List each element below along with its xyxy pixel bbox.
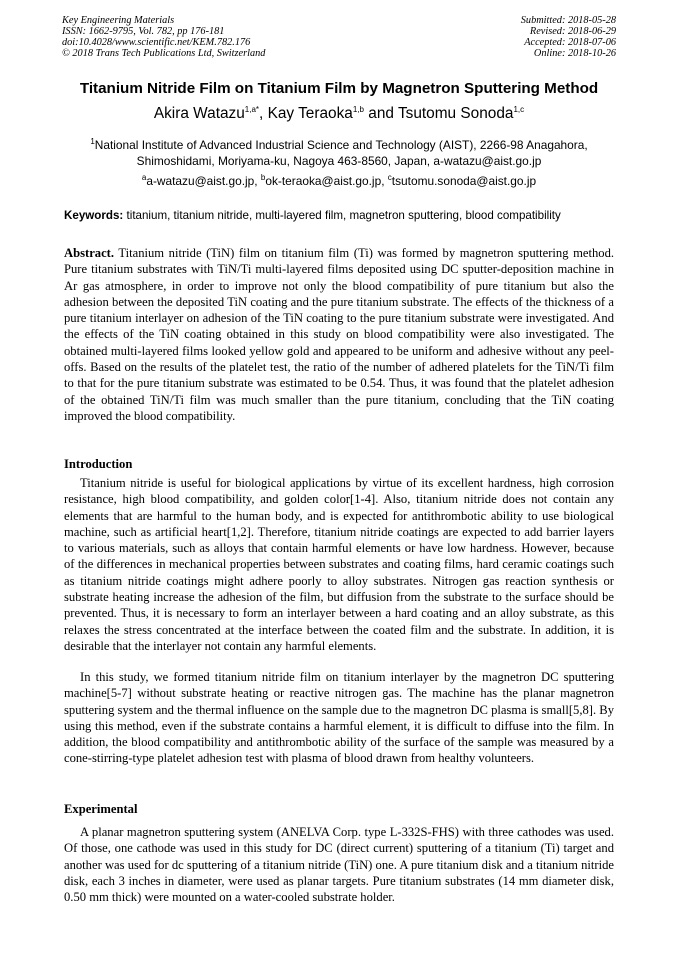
- abstract-label: Abstract.: [64, 246, 115, 260]
- author-name: Tsutomu Sonoda: [397, 105, 514, 122]
- publication-dates: [521, 15, 616, 59]
- doi: doi:10.4028/www.scientific.net/KEM.782.176: [62, 37, 251, 48]
- author-superscript: 1,a*: [244, 104, 260, 114]
- copyright: © 2018 Trans Tech Publications Ltd, Switzerland: [62, 48, 266, 59]
- email-separator: ,: [254, 174, 261, 188]
- keywords-text: titanium, titanium nitride, multi-layered film, magnetron sputtering, blood compatibility: [126, 209, 561, 222]
- affiliation-superscript: 1: [90, 137, 95, 147]
- email-superscript: b: [260, 173, 266, 183]
- date-online: Online: 2018-10-26: [533, 48, 616, 59]
- affiliation-text: National Institute of Advanced Industrial Science and Technology (AIST), 2266-98 Anagahora,: [94, 138, 588, 152]
- journal-name: Key Engineering Materials: [62, 15, 175, 26]
- email-superscript: c: [387, 173, 392, 183]
- author-name: Akira Watazu: [153, 105, 245, 122]
- introduction-paragraph-1: Titanium nitride is useful for biological applications by virtue of its excellent hardness, high corrosion resistance, high blood compatibility, and golden color[1-4]. Also, titanium nitride does not contain any elements that are harmful to the human body, and is expected for antithrombotic ability to use biological machine, such as artificial heart[1,2]. Therefore, titanium nitride coatings are expected to add barrier layers to various materials, such as alloys that contain harmful elements or have low hardness. However, because of the differences in mechanical properties between substrates and coating films, hard ceramic coatings such as titanium nitride coatings might adhere poorly to alloy substrates. Nitrogen gas reaction synthesis or substrate heating increase the adhesion of the film, but diffusion from the substrate to the surface should be prevented. Thus, it is necessary to form an interlayer between a hard coating and an alloy substrate, as this relaxes the stress concentrated at the interface between the coated film and the substrate. In addition, it is desirable that the interlayer not contain any harmful elements.: [64, 476, 614, 653]
- date-submitted: Submitted: 2018-05-28: [520, 15, 616, 26]
- affiliation-line-2: Shimoshidami, Moriyama-ku, Nagoya 463-8560, Japan, a-watazu@aist.go.jp: [136, 154, 542, 168]
- author-separator: and: [364, 105, 398, 122]
- paper-title: Titanium Nitride Film on Titanium Film by Magnetron Sputtering Method: [79, 80, 599, 97]
- affiliation-line-1: [0, 137, 678, 153]
- author-list: [0, 104, 678, 123]
- date-accepted: Accepted: 2018-07-06: [524, 37, 616, 48]
- email-address[interactable]: tsutomu.sonoda@aist.go.jp: [391, 174, 537, 188]
- keywords: [64, 208, 624, 223]
- journal-info: [62, 15, 265, 59]
- section-heading-introduction: Introduction: [64, 457, 133, 471]
- abstract-text: Titanium nitride (TiN) film on titanium film (Ti) was formed by magnetron sputtering method. Pure titanium substrates with TiN/Ti multi-layered films deposited using DC sputter-deposition machine in Ar gas atmosphere, in order to improve not only the blood compatibility of pure titanium but also the adhesion between the deposited TiN coating and the pure titanium substrate. The effects of the thickness of a pure titanium interlayer on adhesion of the TiN coating to the pure titanium substrate were investigated. And the effects of the TiN coating obtained in this study on blood compatibility were also investigated. The obtained multi-layered films looked yellow gold and appeared to be uniform and adhesive without any peel-offs. Based on the results of the platelet test, the ratio of the number of adhered platelets for the TiN/Ti film to that for the pure titanium substrate was estimated to be 0.54. Thus, it was found that the platelet adhesion of the obtained TiN/Ti film was much smaller than the pure titanium, concluding that the TiN coating improved the blood compatibility.: [64, 246, 615, 423]
- affiliation: [0, 137, 678, 169]
- issn: ISSN: 1662-9795, Vol. 782, pp 176-181: [62, 26, 225, 37]
- abstract: [64, 245, 614, 424]
- section-heading-experimental: Experimental: [64, 802, 138, 816]
- date-revised: Revised: 2018-06-29: [529, 26, 616, 37]
- email-superscript: a: [141, 173, 147, 183]
- author-separator: ,: [259, 105, 268, 122]
- author-name: Kay Teraoka: [267, 105, 353, 122]
- email-list: [0, 174, 678, 189]
- introduction-paragraph-2: In this study, we formed titanium nitride film on titanium interlayer by the magnetron DC sputtering machine[5-7] without substrate heating or reactive nitrogen gas. The machine has the planar magnetron sputtering system and the thermal influence on the sample due to the magnetron DC plasma is small[5,8]. By using this method, even if the substrate contains a harmful element, it is difficult to diffuse into the film. In addition, the blood compatibility and antithrombotic ability of the surface of the sample was measured by a cone-stirring-type platelet adhesion test with plasma of blood drawn from healthy volunteers.: [64, 670, 614, 766]
- email-separator: ,: [381, 174, 388, 188]
- keywords-label: Keywords:: [64, 209, 124, 222]
- experimental-paragraph-1: A planar magnetron sputtering system (ANELVA Corp. type L-332S-FHS) with three cathodes was used. Of those, one cathode was used in this study for DC (direct current) sputtering of a titanium (Ti) target and another was used for dc sputtering of a titanium nitride (TiN) one. A pure titanium disk and a titanium nitride disk, each 3 inches in diameter, were used as planar targets. Pure titanium substrates (14 mm diameter disk, 0.50 mm thick) were mounted on a water-cooled substrate holder.: [64, 825, 614, 905]
- email-address[interactable]: ok-teraoka@aist.go.jp: [265, 174, 382, 188]
- email-address[interactable]: a-watazu@aist.go.jp: [146, 174, 255, 188]
- author-superscript: 1,c: [513, 104, 525, 114]
- author-superscript: 1,b: [352, 104, 364, 114]
